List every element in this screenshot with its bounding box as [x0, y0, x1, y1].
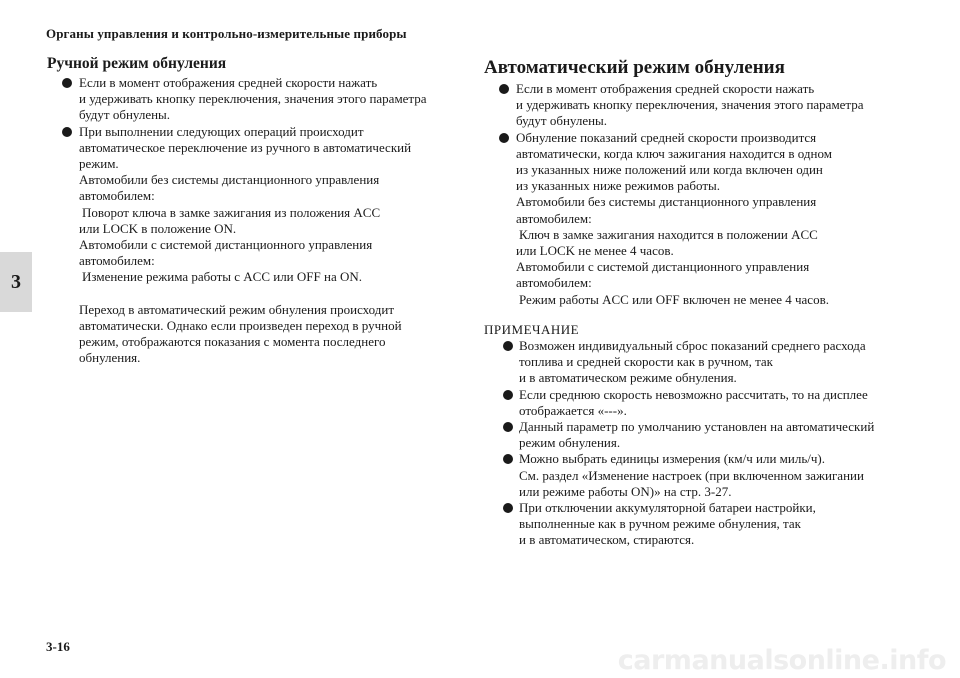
auto-reset-bullet-1: [484, 81, 904, 130]
chapter-number: 3: [11, 270, 21, 293]
vehicle-type-label: автомобилем:: [79, 253, 155, 269]
text-line: См. раздел «Изменение настроек (при включенном зажигании: [519, 467, 864, 483]
text-line: режим, отображаются показания с момента последнего: [79, 334, 386, 350]
auto-transition-paragraph: [47, 302, 447, 367]
note-item-4: [484, 451, 904, 500]
text-line: Если в момент отображения средней скорости нажать: [79, 75, 378, 90]
bullet-icon: [503, 454, 513, 464]
text-line: Можно выбрать единицы измерения (км/ч или миль/ч).: [519, 451, 825, 467]
text-line: будут обнулены.: [516, 113, 608, 129]
text-line: автоматически, когда ключ зажигания находится в одном: [516, 145, 832, 161]
text-line: Переход в автоматический режим обнуления происходит: [79, 301, 395, 317]
text-line: и в автоматическом, стираются.: [519, 532, 695, 548]
text-line: выполненные как в ручном режиме обнуления, так: [519, 516, 801, 532]
text-line: отображается «---».: [519, 402, 627, 418]
condition-line: или LOCK в положение ON.: [79, 220, 237, 236]
condition-line: Изменение режима работы с ACC или OFF на ON.: [82, 269, 362, 285]
manual-reset-heading: Ручной режим обнуления: [47, 55, 227, 72]
text-line: Если среднюю скорость невозможно рассчитать, то на дисплее: [519, 386, 868, 402]
bullet-icon: [62, 78, 72, 88]
text-line: из указанных ниже режимов работы.: [516, 178, 720, 194]
text-line: Если в момент отображения средней скорости нажать: [516, 81, 815, 96]
text-line: или режиме работы ON)» на стр. 3-27.: [519, 483, 732, 499]
note-item-5: [484, 500, 904, 549]
note-item-1: [484, 338, 904, 387]
bullet-icon: [503, 390, 513, 400]
condition-line: или LOCK не менее 4 часов.: [516, 243, 674, 259]
manual-reset-bullet-2: [47, 124, 447, 286]
text-line: обнуления.: [79, 350, 141, 366]
text-line: будут обнулены.: [79, 107, 171, 123]
text-line: и удерживать кнопку переключения, значения этого параметра: [79, 91, 427, 107]
text-line: При выполнении следующих операций происходит: [79, 123, 364, 139]
bullet-icon: [499, 84, 509, 94]
manual-reset-bullet-1: [47, 75, 447, 124]
text-line: режим.: [79, 156, 119, 172]
condition-line: Поворот ключа в замке зажигания из положения ACC: [82, 204, 381, 220]
bullet-icon: [499, 133, 509, 143]
auto-reset-bullet-2: [484, 130, 904, 308]
text-line: из указанных ниже положений или когда включен один: [516, 162, 823, 178]
text-line: автоматически. Однако если произведен переход в ручной: [79, 317, 402, 333]
text-line: автоматическое переключение из ручного в автоматический: [79, 139, 412, 155]
manual-reset-section: [47, 55, 447, 366]
condition-line: Ключ в замке зажигания находится в положении ACC: [519, 226, 818, 242]
vehicle-type-label: автомобилем:: [79, 188, 155, 204]
bullet-icon: [503, 341, 513, 351]
vehicle-type-label: Автомобили без системы дистанционного управления: [79, 172, 380, 188]
text-line: Обнуление показаний средней скорости производится: [516, 129, 817, 145]
page-header: Органы управления и контрольно-измерительные приборы: [46, 26, 407, 41]
page-number: 3-16: [46, 639, 70, 654]
auto-reset-section: [484, 55, 904, 549]
text-line: режим обнуления.: [519, 435, 621, 451]
text-line: и в автоматическом режиме обнуления.: [519, 370, 737, 386]
vehicle-type-label: автомобилем:: [516, 210, 592, 226]
vehicle-type-label: Автомобили с системой дистанционного управления: [516, 259, 810, 275]
bullet-icon: [62, 127, 72, 137]
note-item-2: [484, 387, 904, 419]
vehicle-type-label: автомобилем:: [516, 275, 592, 291]
bullet-icon: [503, 503, 513, 513]
vehicle-type-label: Автомобили без системы дистанционного управления: [516, 194, 817, 210]
watermark: carmanualsonline.info: [617, 645, 946, 676]
chapter-tab: [0, 252, 32, 312]
vehicle-type-label: Автомобили с системой дистанционного управления: [79, 237, 373, 253]
text-line: топлива и средней скорости как в ручном, так: [519, 354, 774, 370]
note-item-3: [484, 419, 904, 451]
bullet-icon: [503, 422, 513, 432]
text-line: и удерживать кнопку переключения, значения этого параметра: [516, 97, 864, 113]
condition-line: Режим работы ACC или OFF включен не менее 4 часов.: [519, 291, 829, 307]
auto-reset-heading: Автоматический режим обнуления: [484, 57, 785, 78]
note-title: ПРИМЕЧАНИЕ: [484, 321, 580, 337]
text-line: Данный параметр по умолчанию установлен на автоматический: [519, 419, 875, 435]
text-line: При отключении аккумуляторной батареи настройки,: [519, 500, 816, 516]
text-line: Возможен индивидуальный сброс показаний среднего расхода: [519, 338, 866, 354]
